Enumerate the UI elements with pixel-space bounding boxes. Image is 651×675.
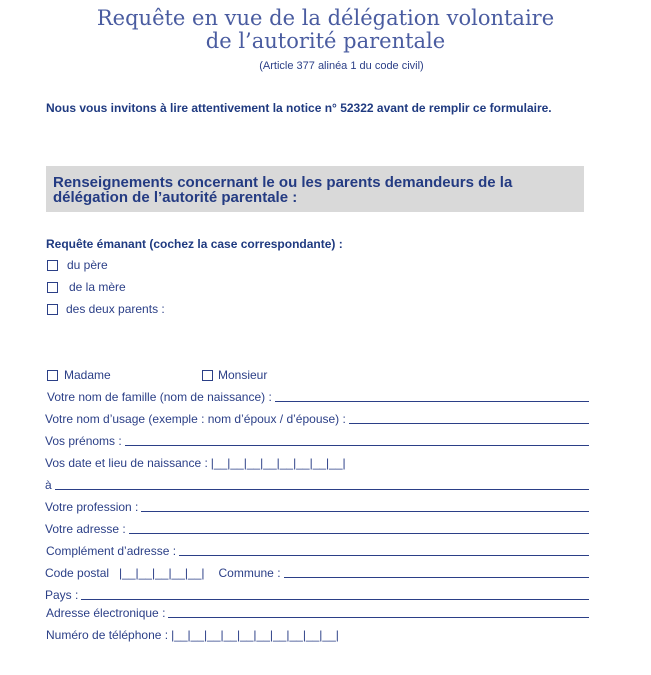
nom-naissance-label: Votre nom de famille (nom de naissance) :: [47, 390, 272, 404]
intro-notice: Nous vous invitons à lire attentivement la notice n° 52322 avant de remplir ce formulaire.: [46, 101, 552, 115]
option-pere-label: du père: [67, 258, 108, 272]
checkbox-pere[interactable]: [47, 260, 58, 271]
commune-label: Commune :: [218, 566, 281, 580]
field-profession[interactable]: [45, 498, 589, 514]
request-label: Requête émanant (cochez la case correspondante) :: [46, 237, 343, 251]
complement-line[interactable]: [179, 555, 589, 556]
prenoms-line[interactable]: [125, 445, 589, 446]
profession-line[interactable]: [141, 511, 589, 512]
prenoms-label: Vos prénoms :: [45, 434, 122, 448]
nom-naissance-line[interactable]: [275, 401, 589, 402]
pays-line[interactable]: [81, 599, 589, 600]
email-line[interactable]: [168, 617, 589, 618]
monsieur-label: Monsieur: [218, 368, 268, 382]
field-code-postal-commune[interactable]: [45, 564, 589, 580]
madame-label: Madame: [64, 368, 111, 382]
adresse-line[interactable]: [129, 533, 589, 534]
option-mere-label: de la mère: [69, 280, 126, 294]
checkbox-madame[interactable]: [47, 370, 58, 381]
nom-usage-label: Votre nom d’usage (exemple : nom d’époux / d’épouse) :: [45, 412, 346, 426]
lieu-line[interactable]: [55, 489, 589, 490]
field-complement-adresse[interactable]: [46, 542, 589, 558]
field-email[interactable]: [46, 604, 589, 620]
date-lieu-label: Vos date et lieu de naissance :: [45, 456, 208, 470]
email-label: Adresse électronique :: [46, 606, 166, 620]
form-title-line-2: de l’autorité parentale: [205, 29, 446, 53]
field-pays[interactable]: [45, 586, 589, 602]
telephone-boxes[interactable]: |__|__|__|__|__|__|__|__|__|__|: [171, 628, 339, 642]
date-boxes[interactable]: |__|__|__|__|__|__|__|__|: [210, 456, 346, 470]
code-postal-boxes[interactable]: |__|__|__|__|__|: [119, 566, 205, 580]
telephone-label: Numéro de téléphone :: [46, 628, 169, 642]
commune-line[interactable]: [284, 577, 589, 578]
field-date-lieu-naissance[interactable]: [45, 454, 346, 470]
field-nom-usage[interactable]: [45, 410, 589, 426]
field-nom-naissance[interactable]: [47, 388, 589, 404]
adresse-label: Votre adresse :: [45, 522, 126, 536]
pays-label: Pays :: [45, 588, 79, 602]
form-subtitle: (Article 377 alinéa 1 du code civil): [259, 60, 424, 72]
field-telephone[interactable]: [46, 626, 339, 642]
nom-usage-line[interactable]: [349, 423, 589, 424]
field-lieu[interactable]: [45, 476, 589, 492]
a-label: à: [45, 478, 52, 492]
profession-label: Votre profession :: [45, 500, 139, 514]
field-prenoms[interactable]: [45, 432, 589, 448]
complement-label: Complément d’adresse :: [46, 544, 177, 558]
checkbox-deux-parents[interactable]: [47, 304, 58, 315]
option-deux-parents-label: des deux parents :: [66, 302, 165, 316]
code-postal-label: Code postal: [45, 566, 110, 580]
checkbox-mere[interactable]: [47, 282, 58, 293]
section-banner: [46, 166, 584, 212]
section-title: Renseignements concernant le ou les parents demandeurs de la délégation de l’autorité parentale :: [53, 174, 513, 206]
field-adresse[interactable]: [45, 520, 589, 536]
form-title-line-1: Requête en vue de la délégation volontaire: [96, 6, 555, 30]
checkbox-monsieur[interactable]: [202, 370, 213, 381]
